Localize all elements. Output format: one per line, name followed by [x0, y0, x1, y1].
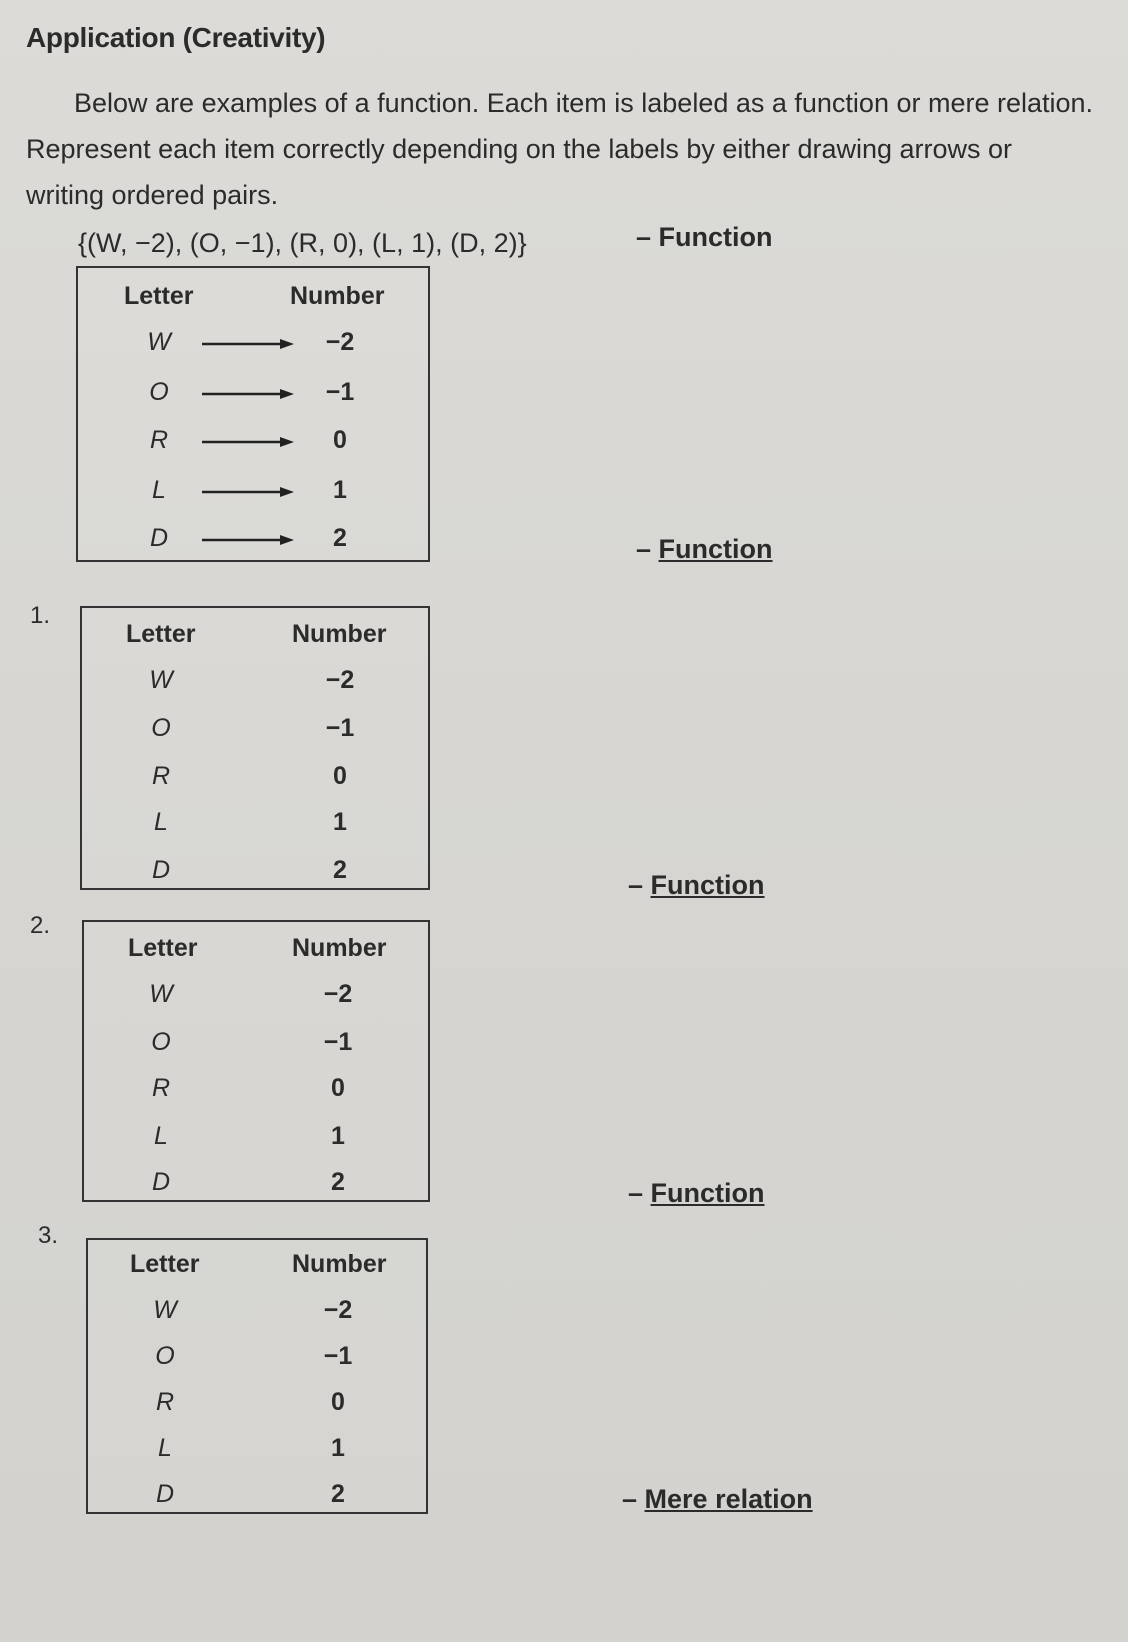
letter-header: Letter — [126, 620, 196, 648]
example-mapping-label — [636, 534, 773, 565]
letter-cell: D — [155, 1480, 175, 1508]
mapping-arrow-icon — [202, 338, 294, 350]
section-heading: Application (Creativity) — [26, 22, 326, 53]
letter-cell: W — [147, 328, 171, 356]
number-cell: 2 — [333, 524, 347, 552]
label-text: Mere relation — [644, 1484, 813, 1514]
mapping-arrow-icon — [202, 486, 294, 498]
letter-cell: W — [149, 666, 173, 694]
label-dash: – — [622, 1484, 645, 1514]
item-number: 1. — [30, 602, 51, 629]
letter-cell: D — [149, 524, 169, 552]
number-header: Number — [290, 282, 385, 310]
item-number: 3. — [38, 1222, 59, 1249]
number-cell: −1 — [323, 1028, 353, 1056]
number-header: Number — [292, 1250, 387, 1278]
letter-cell: R — [149, 426, 169, 454]
item-1-table — [80, 606, 430, 890]
letter-cell: L — [152, 476, 166, 504]
letter-cell: L — [154, 1122, 168, 1150]
letter-cell: W — [153, 1296, 177, 1324]
example-ordered-pairs: {(W, −2), (O, −1), (R, 0), (L, 1), (D, 2)} — [78, 228, 527, 258]
number-header: Number — [292, 934, 387, 962]
example-set-label: – Function — [636, 222, 773, 252]
label-dash: – — [628, 1178, 651, 1208]
number-cell: 2 — [331, 1480, 345, 1508]
letter-cell: R — [151, 1074, 171, 1102]
letter-header: Letter — [128, 934, 198, 962]
letter-cell: R — [151, 762, 171, 790]
number-cell: −1 — [325, 378, 355, 406]
label-dash: – — [628, 870, 651, 900]
number-cell: 0 — [331, 1388, 345, 1416]
number-cell: 2 — [333, 856, 347, 884]
number-cell: 1 — [331, 1122, 345, 1150]
mapping-arrow-icon — [202, 534, 294, 546]
letter-cell: L — [154, 808, 168, 836]
number-cell: −2 — [323, 980, 353, 1008]
label-text: Function — [658, 534, 773, 564]
item-3-label — [622, 1484, 813, 1515]
number-cell: 0 — [333, 426, 347, 454]
number-cell: 1 — [331, 1434, 345, 1462]
example-mapping-box — [76, 266, 430, 562]
letter-cell: O — [151, 1028, 171, 1056]
instructions-paragraph: Below are examples of a function. Each item is labeled as a function or mere relation. Represent each item correctly depending on the labels by either drawing arrows or writing ordered pairs. — [26, 88, 1094, 210]
item-2-label — [628, 1178, 765, 1209]
number-cell: −2 — [325, 666, 355, 694]
label-text: Function — [650, 870, 765, 900]
label-text: Function — [650, 1178, 765, 1208]
letter-cell: O — [155, 1342, 175, 1370]
letter-cell: O — [149, 378, 169, 406]
item-2-table — [82, 920, 430, 1202]
letter-cell: L — [158, 1434, 172, 1462]
number-cell: 2 — [331, 1168, 345, 1196]
item-3-table — [86, 1238, 428, 1514]
number-cell: −1 — [323, 1342, 353, 1370]
number-header: Number — [292, 620, 387, 648]
number-cell: −2 — [325, 328, 355, 356]
mapping-arrow-icon — [202, 388, 294, 400]
letter-cell: D — [151, 856, 171, 884]
item-1-label — [628, 870, 765, 901]
number-cell: 1 — [333, 476, 347, 504]
label-dash: – — [636, 534, 659, 564]
number-cell: −1 — [325, 714, 355, 742]
letter-header: Letter — [130, 1250, 200, 1278]
item-number: 2. — [30, 912, 51, 939]
letter-cell: R — [155, 1388, 175, 1416]
number-cell: 1 — [333, 808, 347, 836]
number-cell: −2 — [323, 1296, 353, 1324]
letter-cell: W — [149, 980, 173, 1008]
letter-cell: D — [151, 1168, 171, 1196]
number-cell: 0 — [331, 1074, 345, 1102]
number-cell: 0 — [333, 762, 347, 790]
mapping-arrow-icon — [202, 436, 294, 448]
letter-cell: O — [151, 714, 171, 742]
letter-header: Letter — [124, 282, 194, 310]
